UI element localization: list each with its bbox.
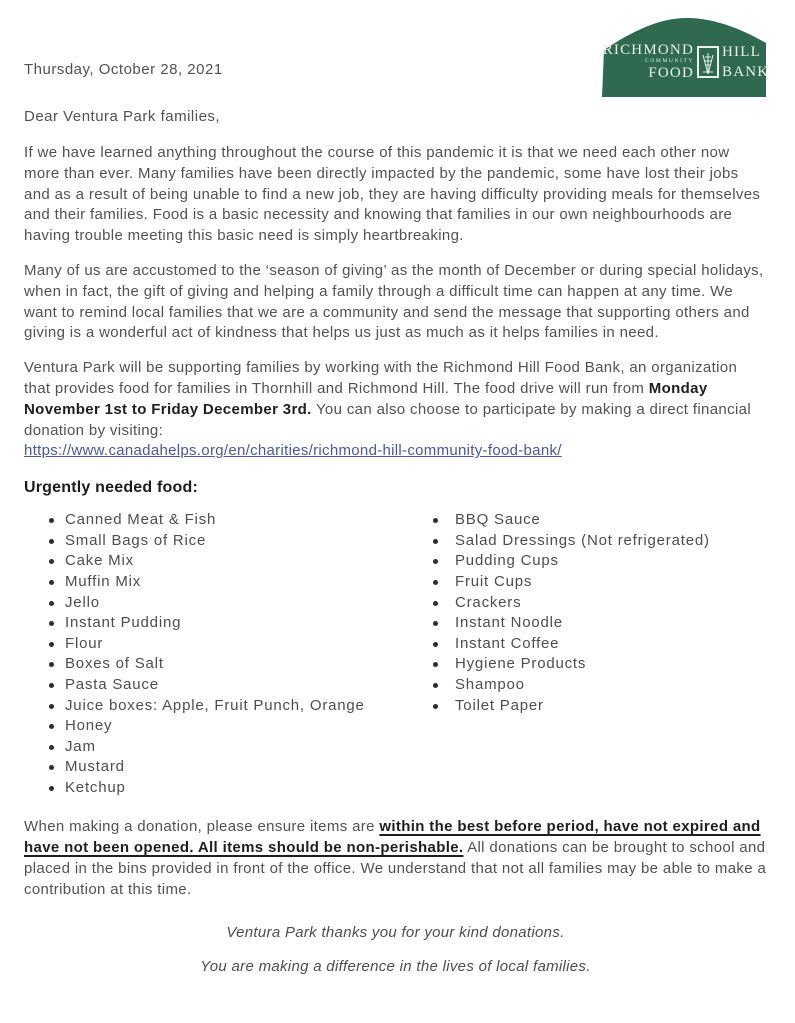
logo-food: FOOD — [648, 65, 694, 82]
food-list-item: Canned Meat & Fish — [24, 510, 433, 531]
difference-line: You are making a difference in the lives of local families. — [200, 957, 591, 975]
food-list-item: Jello — [24, 593, 433, 614]
food-list-item: Instant Pudding — [24, 613, 433, 634]
wheat-sheaf-icon — [696, 45, 720, 79]
donation-rules-text: When making a donation, please ensure items are — [24, 818, 380, 836]
food-list-heading: Urgently needed food: — [24, 479, 198, 497]
food-list-item: Cake Mix — [24, 551, 433, 572]
food-list-item: Flour — [24, 634, 433, 655]
paragraph-food-drive — [24, 358, 767, 462]
food-list-item: Muffin Mix — [24, 572, 433, 593]
food-list-left — [24, 510, 433, 798]
logo-bank: BANK — [721, 63, 770, 80]
paragraph-season-of-giving: Many of us are accustomed to the ‘season of giving’ as the month of December or during special holidays, when in fact, the gift of giving and helping a family through a difficult time can happen at any time. We want to remind local families that we are a community and send the message that supporting others and giving is a wonderful act of kindness that helps us just as much as it helps families in need. — [24, 261, 764, 342]
salutation: Dear Ventura Park families, — [24, 108, 221, 125]
food-list-item: Small Bags of Rice — [24, 531, 433, 552]
logo-text — [602, 41, 770, 82]
food-list-item: Toilet Paper — [433, 696, 767, 717]
food-list-item: Pasta Sauce — [24, 675, 433, 696]
food-list-item: Mustard — [24, 757, 433, 778]
food-list-item: Shampoo — [433, 675, 767, 696]
food-list-item: Instant Coffee — [433, 634, 767, 655]
donation-rules-emphasis: within the best before period, have not expired and have not been opened. All items should be non-perishable. — [24, 818, 761, 857]
food-list-item: Pudding Cups — [433, 551, 767, 572]
food-list-item: BBQ Sauce — [433, 510, 767, 531]
paragraph-donation-rules — [24, 817, 767, 900]
food-drive-text-after: You can also choose to participate by making a direct financial donation by visiting: — [24, 400, 752, 439]
food-drive-dates: Monday November 1st to Friday December 3rd. — [24, 379, 708, 418]
thanks-line: Ventura Park thanks you for your kind donations. — [226, 923, 565, 941]
paragraph-pandemic: If we have learned anything throughout the course of this pandemic it is that we need each other now more than ever. Many families have been directly impacted by the pandemic, some have lost their jobs and as a result of being unable to find a new job, they are having difficulty providing meals for themselves and their families. Food is a basic necessity and knowing that families in our own neighbourhoods are having trouble meeting this basic need is simply heartbreaking. — [24, 144, 761, 245]
donation-rules-text-after: All donations can be brought to school and placed in the bins provided in front of the office. We understand that not all families may be able to make a contribution at this time. — [24, 839, 767, 898]
food-bank-logo — [599, 9, 769, 99]
food-list-right — [433, 510, 767, 798]
logo-hill: HILL — [721, 43, 761, 60]
food-drive-text: Ventura Park will be supporting families by working with the Richmond Hill Food Bank, an organization that provides food for families in Thornhill and Richmond Hill. The food drive will run from — [24, 359, 738, 397]
food-lists — [24, 510, 767, 798]
food-list-item: Instant Noodle — [433, 613, 767, 634]
food-list-item: Hygiene Products — [433, 654, 767, 675]
food-list-item: Boxes of Salt — [24, 654, 433, 675]
food-list-item: Fruit Cups — [433, 572, 767, 593]
logo-community: COMMUNITY — [645, 58, 694, 65]
logo-richmond: RICHMOND — [602, 41, 694, 58]
food-list-item: Jam — [24, 737, 433, 758]
food-list-item: Juice boxes: Apple, Fruit Punch, Orange — [24, 696, 433, 717]
food-list-item: Crackers — [433, 593, 767, 614]
food-list-item: Salad Dressings (Not refrigerated) — [433, 531, 767, 552]
food-list-item: Honey — [24, 716, 433, 737]
donation-link[interactable]: https://www.canadahelps.org/en/charities/richmond-hill-community-food-bank/ — [24, 442, 562, 460]
letter-date: Thursday, October 28, 2021 — [24, 61, 223, 78]
food-list-item: Ketchup — [24, 778, 433, 799]
